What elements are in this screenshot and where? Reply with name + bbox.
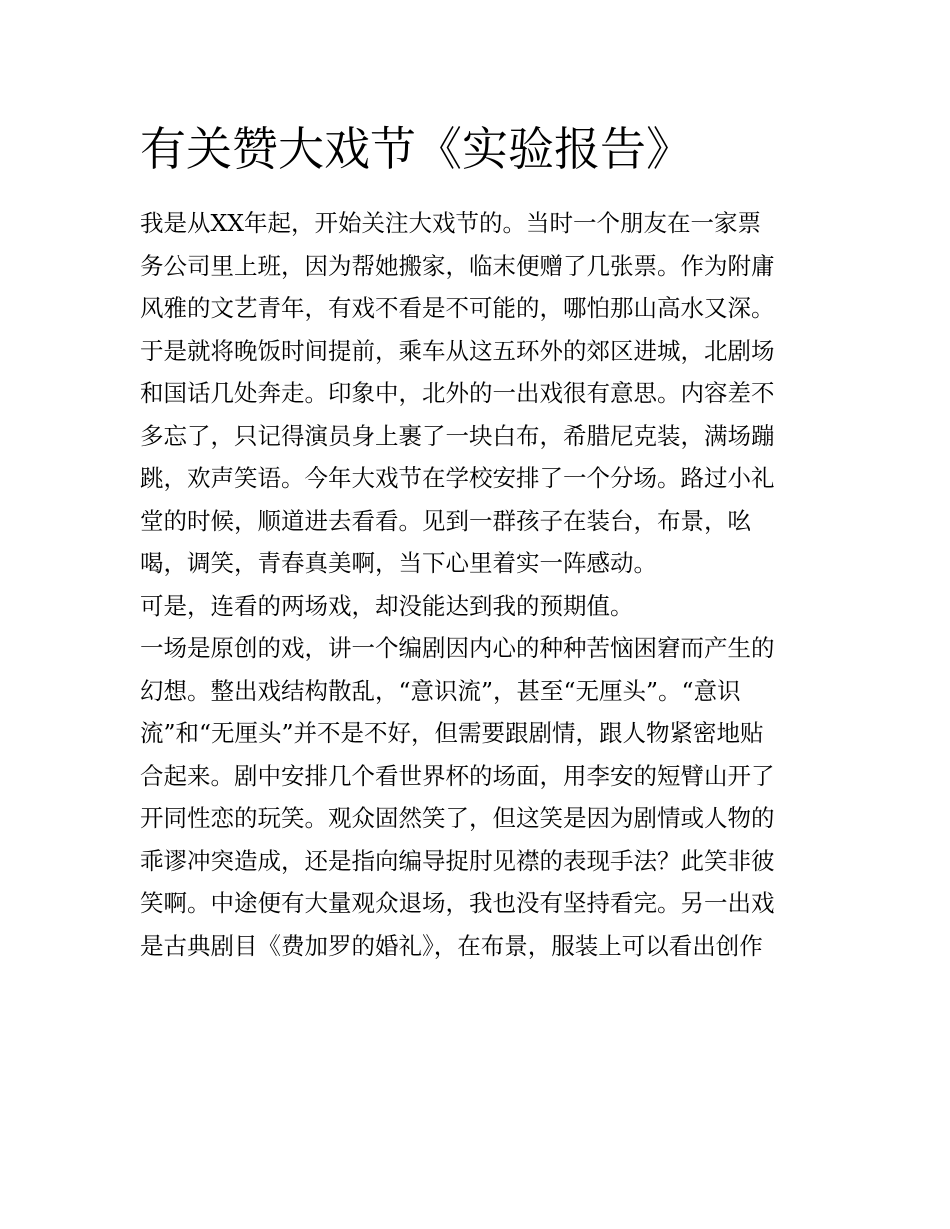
text-line: 笑啊。中途便有大量观众退场，我也没有坚持看完。另一出戏 [140,889,775,917]
text-line: 流”和“无厘头”并不是不好，但需要跟剧情，跟人物紧密地贴 [140,719,764,747]
text-line: 我是从XX年起，开始关注大戏节的。当时一个朋友在一家票 [140,209,761,237]
text-line: 堂的时候，顺道进去看看。见到一群孩子在装台，布景，吆 [140,506,751,535]
text-line: 可是，连看的两场戏，却没能达到我的预期值。 [140,591,634,620]
text-line: 开同性恋的玩笑。观众固然笑了，但这笑是因为剧情或人物的 [140,804,775,832]
document-title: 有关赞大戏节《实验报告》 [140,122,692,176]
text-line: 跳，欢声笑语。今年大戏节在学校安排了一个分场。路过小礼 [140,464,775,492]
article-text [140,202,820,967]
text-line: 是古典剧目《费加罗的婚礼》，在布景，服装上可以看出创作 [140,931,763,960]
text-line: 于是就将晚饭时间提前，乘车从这五环外的郊区进城，北剧场 [140,336,775,365]
text-line: 乖谬冲突造成，还是指向编导捉肘见襟的表现手法？此笑非彼 [140,846,775,875]
text-line: 多忘了，只记得演员身上裹了一块白布，希腊尼克装，满场蹦 [140,421,775,450]
document-body [140,118,820,967]
text-line: 合起来。剧中安排几个看世界杯的场面，用李安的短臂山开了 [140,761,775,790]
text-line: 务公司里上班，因为帮她搬家，临末便赠了几张票。作为附庸 [140,251,775,280]
text-line: 和国话几处奔走。印象中，北外的一出戏很有意思。内容差不 [140,379,775,407]
text-line: 幻想。整出戏结构散乱，“意识流”，甚至“无厘头”。“意识 [140,676,741,705]
text-line: 喝，调笑，青春真美啊，当下心里着实一阵感动。 [140,549,657,577]
text-line: 一场是原创的戏，讲一个编剧因内心的种种苦恼困窘而产生的 [140,634,775,662]
text-line: 风雅的文艺青年，有戏不看是不可能的，哪怕那山高水又深。 [140,294,775,322]
